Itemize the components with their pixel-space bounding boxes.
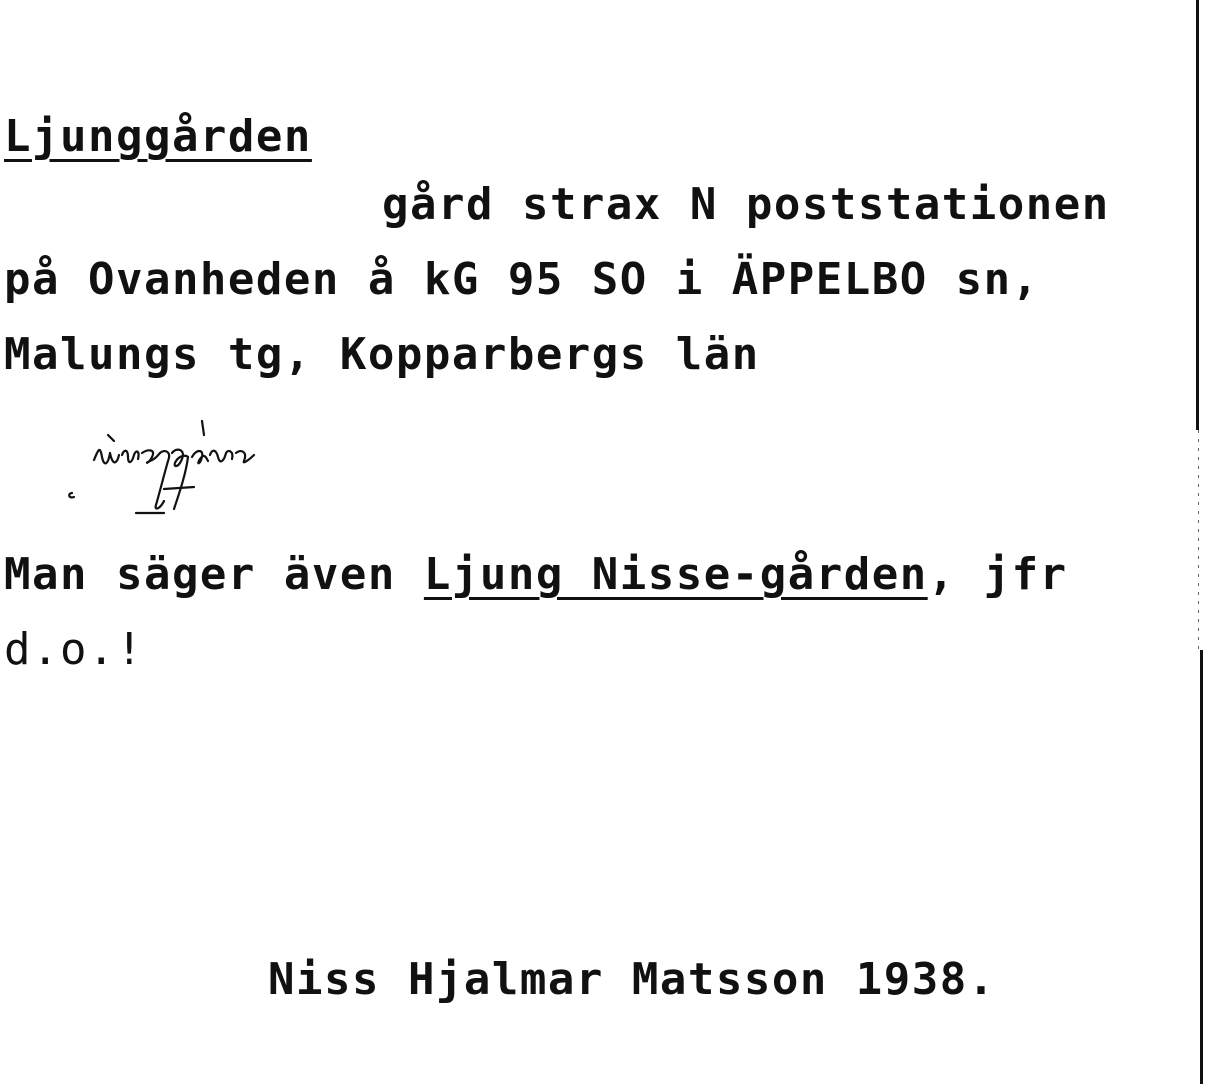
card-edge-line-faint xyxy=(1198,430,1199,650)
alternate-name: Ljung Nisse-gården xyxy=(423,549,928,600)
description-line-5: d.o.! xyxy=(4,624,144,675)
description-line-2: på Ovanheden å kG 95 SO i ÄPPELBO sn, xyxy=(4,254,1040,305)
handwritten-pronunciation xyxy=(64,405,344,525)
card-edge-line xyxy=(1196,0,1199,430)
line4-prefix: Man säger även xyxy=(4,549,424,600)
card-edge-line-lower xyxy=(1200,650,1203,1084)
description-line-3: Malungs tg, Kopparbergs län xyxy=(4,329,760,380)
informant-signature: Niss Hjalmar Matsson 1938. xyxy=(268,954,996,1005)
headword: Ljunggården xyxy=(4,111,312,162)
description-line-1: gård strax N poststationen xyxy=(382,179,1110,230)
line4-suffix: , jfr xyxy=(927,549,1068,600)
description-line-4 xyxy=(4,550,1068,600)
